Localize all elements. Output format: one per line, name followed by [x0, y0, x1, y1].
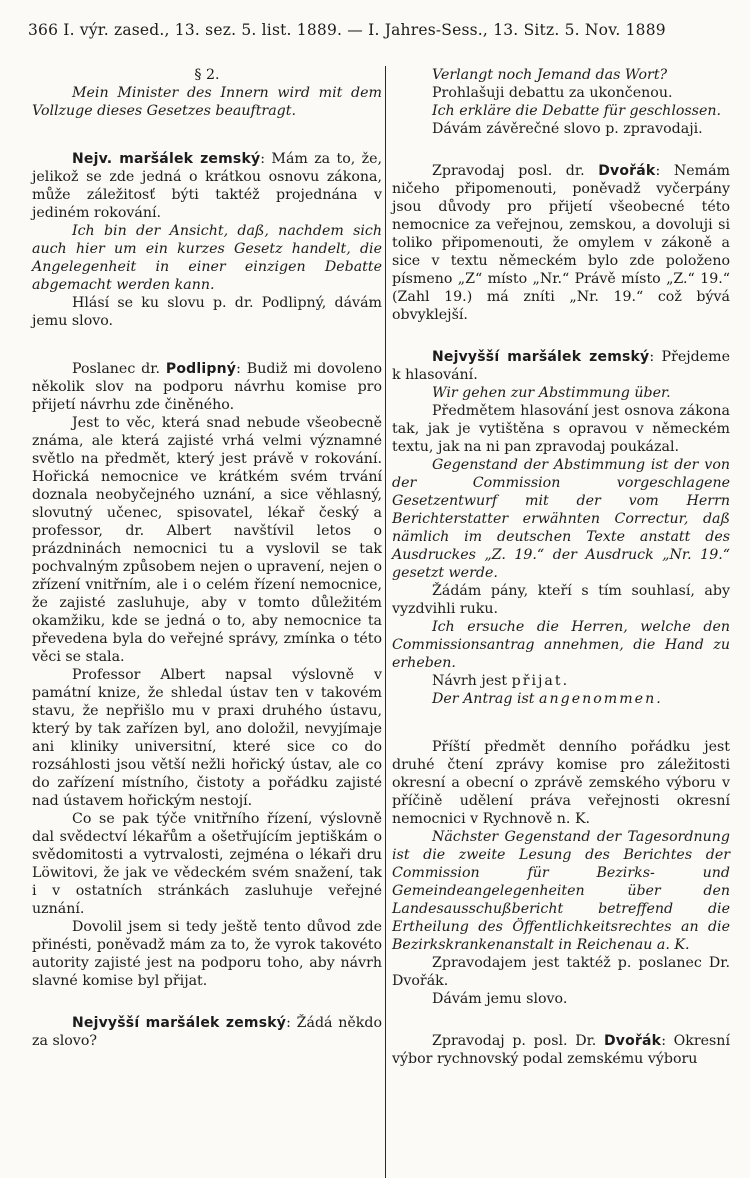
paragraph	[32, 360, 382, 414]
paragraph: Ich ersuche die Herren, welche den Commissionsantrag annehmen, die Hand zu erheben.	[392, 619, 730, 671]
speaker-name: Nejvyšší maršálek zemský	[72, 1015, 287, 1031]
result-word: přijat.	[511, 673, 570, 689]
paragraph: Předmětem hlasování jest osnova zákona tak, jak je vytištěna s opravou v německém textu, jak na ni pan zpravodaj poukázal.	[392, 403, 730, 455]
speaker-name: Dvořák	[603, 1033, 662, 1049]
paragraph	[392, 672, 730, 690]
speech-text: : Budiž mi dovoleno několik slov na podporu návrhu komise pro přijetí návrhu zde činěného.	[32, 361, 382, 413]
speaker-name: Podlipný	[165, 361, 237, 377]
column-divider	[385, 66, 386, 1178]
paragraph: Professor Albert napsal výslovně v památní knize, že shledal ústav ten v takovém stavu, že nepřišlo mu v praxi druhého ústavu, který by tak zařízen byl, ano doložil, nevyjímaje ani kliniky universitní, které sice co do rozsáhlosti jsou větší nežli hořický ústav, ale co do zařízení místního, čistoty a pořádku zajisté nad ústavem hořickým nestojí.	[32, 667, 382, 809]
paragraph: Ich bin der Ansicht, daß, nachdem sich auch hier um ein kurzes Gesetz handelt, die Angelegenheit in einer einzigen Debatte abgemacht werden kann.	[32, 223, 382, 293]
paragraph: Co se pak týče vnitřního řízení, výslovně dal svědectví lékařům a ošetřujícím jeptiškám o svědomitosti a vytrvalosti, zejména o lékaři dru Löwitovi, že jak ve vědeckém svém snažení, tak i v ostatních stránkách zasluhuje veřejné uznání.	[32, 811, 382, 917]
paragraph	[392, 348, 730, 384]
paragraph: Mein Minister des Innern wird mit dem Vollzuge dieses Gesetzes beauftragt.	[32, 85, 382, 119]
paragraph	[32, 1014, 382, 1050]
speech-text: : Nemám ničeho připomenouti, poněvadž vyčerpány jsou důvody pro přijetí všeobecné této nemocnice za veřejnou, zemskou, a dovoluji si toliko připomenouti, že omylem v zákoně a sice v textu německém bylo zde položeno písmeno „Z“ místo „Nr.“ Právě místo „Z.“ 19.“ (Zahl 19.) má zníti „Nr. 19.“ což bývá obvyklejší.	[392, 163, 730, 323]
speaker-lead: Zpravodaj p. posl. Dr.	[432, 1033, 604, 1049]
paragraph: Dávám závěrečné slovo p. zpravodaji.	[432, 121, 703, 137]
paragraph: Wir gehen zur Abstimmung über.	[432, 385, 671, 401]
paragraph: Dávám jemu slovo.	[432, 991, 568, 1007]
paragraph: Hlásí se ku slovu p. dr. Podlipný, dávám jemu slovo.	[32, 295, 382, 329]
paragraph: Žádám pány, kteří s tím souhlasí, aby vyzdvihli ruku.	[392, 583, 730, 617]
speaker-name: Nejv. maršálek zemský	[72, 151, 261, 167]
paragraph	[392, 1032, 730, 1068]
paragraph: Příští předmět denního pořádku jest druhé čtení zprávy komise pro záležitosti okresní a obecní o zprávě zemského výboru v příčině udělení práva veřejnosti okresní nemocnici v Rychnově n. K.	[392, 739, 730, 827]
paragraph: Dovolil jsem si tedy ještě tento důvod zde přinésti, poněvadž mám za to, že vyrok takovéto autority zajisté jest na podporu toho, aby návrh slavné komise byl přijat.	[32, 919, 382, 989]
right-column	[392, 66, 730, 1068]
result-lead: Der Antrag ist	[432, 691, 540, 707]
paragraph	[32, 150, 382, 222]
paragraph: Jest to věc, která snad nebude všeobecně známa, ale která zajisté vrhá velmi významné světlo na předmět, který jest právě v rokování. Hořická nemocnice ve krátkém svém trvání doznala neobyčejného uznání, a sice věhlasný, slovutný učenec, spisovatel, lékař český a professor, dr. Albert navštívil letos o prázdninách nemocnici tu a vyslovil se tak pochvalným způsobem nejen o upravení, nejen o zřízení vnitřním, ale i o celém řízení nemocnice, že zajisté zasluhuje, aby v tomto důležitém okamžiku, kde se jedná o to, aby nemocnice ta převedena byla do veřejné správy, zmínka o této věci se stala.	[32, 415, 382, 665]
paragraph: Gegenstand der Abstimmung ist der von der Commission vorgeschlagene Gesetzentwurf mit der vom Herrn Berichterstatter erwähnten Correctur, daß nämlich im deutschen Texte anstatt des Ausdruckes „Z. 19.“ der Ausdruck „Nr. 19.“ gesetzt werde.	[392, 457, 730, 581]
paragraph: Nächster Gegenstand der Tagesordnung ist die zweite Lesung des Berichtes der Commission für Bezirks- und Gemeindeangelegenheiten über den Landesausschußbericht betreffend die Ertheilung des Öffentlichkeitsrechtes an die Bezirkskrankenanstalt in Reichenau a. K.	[392, 829, 730, 953]
paragraph: Prohlašuji debattu za ukončenou.	[432, 85, 673, 101]
paragraph	[392, 162, 730, 324]
speech-text: : Okresní výbor rychnovský podal zemskému výboru	[392, 1033, 730, 1067]
result-word: angenommen.	[539, 691, 663, 707]
section-number: § 2.	[194, 67, 220, 83]
result-lead: Návrh jest	[432, 673, 512, 689]
speech-text: : Mám za to, že, jelikož se zde jedná o krátkou osnovu zákona, může záležitosť býti taktéž projednána v jediném rokování.	[32, 151, 382, 221]
speaker-lead: Zpravodaj posl. dr.	[432, 163, 599, 179]
paragraph	[392, 690, 730, 708]
paragraph: Zpravodajem jest taktéž p. poslanec Dr. Dvořák.	[392, 955, 730, 989]
speaker-name: Nejvyšší maršálek zemský	[432, 349, 650, 365]
speaker-lead: Poslanec dr.	[72, 361, 166, 377]
paragraph: Verlangt noch Jemand das Wort?	[432, 67, 668, 83]
speech-text: : Žádá někdo za slovo?	[32, 1015, 382, 1049]
speech-text: : Přejdeme k hlasování.	[392, 349, 730, 383]
left-column	[32, 66, 382, 1050]
paragraph: Ich erkläre die Debatte für geschlossen.	[432, 103, 722, 119]
speaker-name: Dvořák	[598, 163, 656, 179]
page-header: 366 I. výr. zased., 13. sez. 5. list. 1889. — I. Jahres-Sess., 13. Sitz. 5. Nov. 1889	[28, 21, 666, 39]
